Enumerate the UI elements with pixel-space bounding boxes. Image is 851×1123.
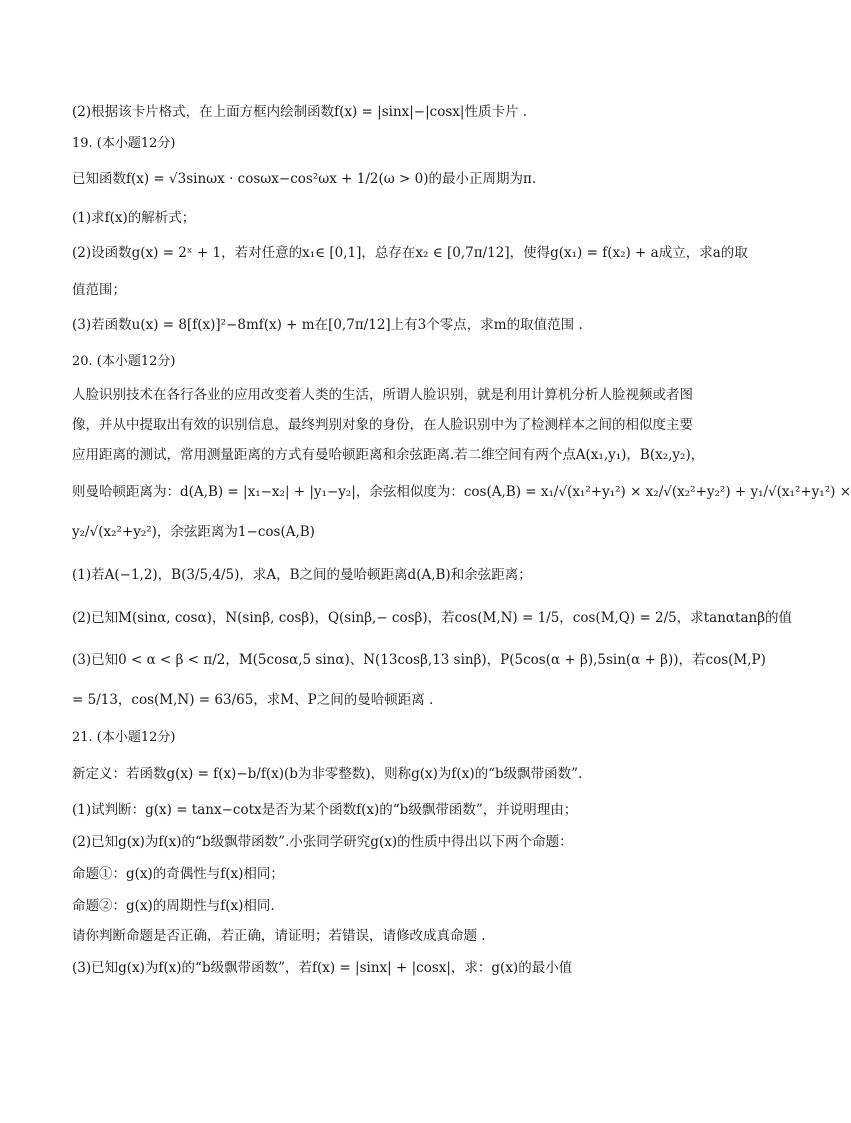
q19-part2-cont: 值范围； [72, 282, 126, 298]
q20-stem-line2: 像，并从中提取出有效的识别信息，最终判别对象的身份，在人脸识别中为了检测样本之间的相似度主要 [72, 417, 693, 433]
q20-part2: (2)已知M(sinα, cosα)，N(sinβ, cosβ)，Q(sinβ,− cosβ)，若cos(M,N) = 1/5，cos(M,Q) = 2/5，求tanαtanβ的值 [72, 610, 793, 626]
q20-heading: 20. (本小题12分) [72, 354, 176, 369]
q21-proposition1: 命题①：g(x)的奇偶性与f(x)相同； [72, 866, 284, 882]
q19-part2: (2)设函数g(x) = 2ˣ + 1，若对任意的x₁∈ [0,1]，总存在x₂ ∈ [0,7π/12]，使得g(x₁) = f(x₂) + a成立，求a的取 [72, 245, 748, 261]
q19-part1: (1)求f(x)的解析式； [72, 210, 196, 226]
q21-proposition2: 命题②：g(x)的周期性与f(x)相同. [72, 898, 275, 914]
q21-definition: 新定义：若函数g(x) = f(x)−b/f(x)(b为非零整数)，则称g(x)为f(x)的“b级飘带函数”. [72, 766, 583, 782]
q20-part1: (1)若A(−1,2)，B(3/5,4/5)，求A，B之间的曼哈顿距离d(A,B)和余弦距离； [72, 567, 532, 583]
q19-heading: 19. (本小题12分) [72, 136, 176, 151]
q20-stem-line3: 应用距离的测试，常用测量距离的方式有曼哈顿距离和余弦距离.若二维空间有两个点A(x₁,y₁)，B(x₂,y₂)， [72, 447, 705, 463]
q20-stem-line4: 则曼哈顿距离为：d(A,B) = |x₁−x₂| + |y₁−y₂|，余弦相似度为：cos(A,B) = x₁/√(x₁²+y₁²) × x₂/√(x₂²+y₂²) + y₁/√(x₁²+y₁²) × [72, 484, 851, 500]
q18-part2: (2)根据该卡片格式，在上面方框内绘制函数f(x) = |sinx|−|cosx|性质卡片 . [72, 104, 528, 120]
q21-instruction: 请你判断命题是否正确，若正确，请证明；若错误，请修改成真命题 . [72, 928, 486, 944]
q21-part1: (1)试判断：g(x) = tanx−cotx是否为某个函数f(x)的“b级飘带函数”，并说明理由； [72, 802, 578, 818]
q20-part3: (3)已知0 < α < β < π/2，M(5cosα,5 sinα)、N(13cosβ,13 sinβ)，P(5cos(α + β),5sin(α + β))，若cos(M,P) [72, 652, 766, 668]
q20-stem-line1: 人脸识别技术在各行各业的应用改变着人类的生活，所谓人脸识别，就是利用计算机分析人脸视频或者图 [72, 387, 693, 403]
q20-part3-cont: = 5/13，cos(M,N) = 63/65，求M、P之间的曼哈顿距离 . [72, 692, 434, 708]
q21-part3: (3)已知g(x)为f(x)的“b级飘带函数”，若f(x) = |sinx| + |cosx|，求：g(x)的最小值 [72, 960, 573, 976]
q21-part2: (2)已知g(x)为f(x)的“b级飘带函数”.小张同学研究g(x)的性质中得出以下两个命题： [72, 834, 573, 850]
q21-heading: 21. (本小题12分) [72, 730, 176, 745]
q19-stem: 已知函数f(x) = √3sinωx · cosωx−cos²ωx + 1/2(ω > 0)的最小正周期为π. [72, 171, 537, 187]
q19-part3: (3)若函数u(x) = 8[f(x)]²−8mf(x) + m在[0,7π/12]上有3个零点，求m的取值范围 . [72, 317, 583, 333]
q20-stem-line5: y₂/√(x₂²+y₂²)，余弦距离为1−cos(A,B) [72, 524, 315, 540]
